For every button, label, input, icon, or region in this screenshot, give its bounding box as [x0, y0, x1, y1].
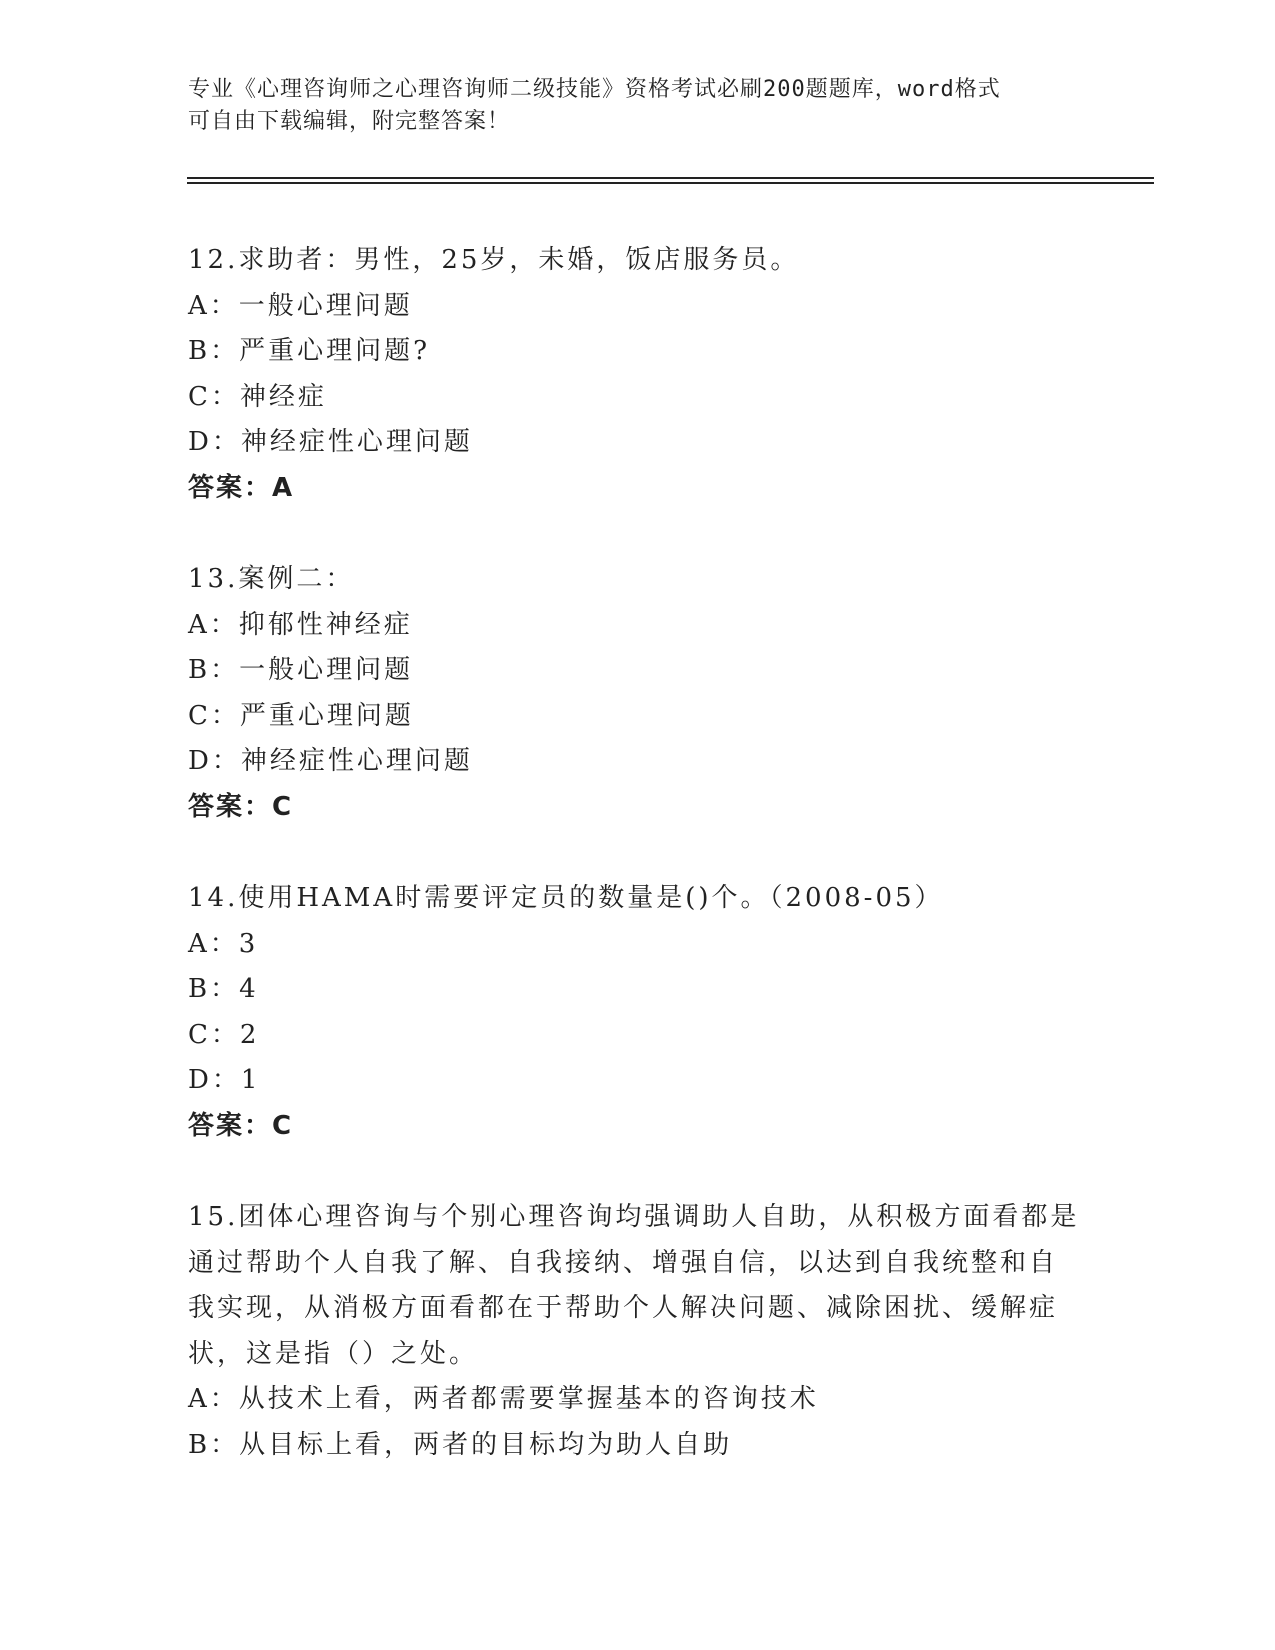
option-b: B：一般心理问题	[188, 655, 414, 685]
option-c: C：2	[188, 1019, 260, 1050]
question-stem-line-1: 15.团体心理咨询与个别心理咨询均强调助人自助，从积极方面看都是	[188, 1202, 1080, 1232]
question-stem-line-2: 通过帮助个人自我了解、自我接纳、增强自信，以达到自我统整和自	[188, 1247, 1059, 1278]
option-a: A：抑郁性神经症	[188, 609, 413, 640]
question-stem: 12.求助者：男性，25岁，未婚，饭店服务员。	[188, 245, 800, 275]
option-a: A：3	[188, 928, 259, 959]
option-d: D：1	[188, 1065, 261, 1095]
question-list	[188, 238, 1088, 1514]
header-divider-bottom	[187, 182, 1154, 184]
header-divider-top	[187, 177, 1154, 179]
option-b: B：严重心理问题?	[188, 336, 431, 366]
question-stem: 14.使用HAMA时需要评定员的数量是()个。（2008-05）	[188, 883, 944, 913]
option-d: D：神经症性心理问题	[188, 746, 473, 776]
answer-label: 答案：C	[188, 791, 294, 822]
header-line-1: 专业《心理咨询师之心理咨询师二级技能》资格考试必刷200题题库，word格式	[188, 77, 1001, 102]
option-a: A：一般心理问题	[188, 290, 413, 321]
answer-label: 答案：A	[188, 472, 295, 503]
answer-label: 答案：C	[188, 1110, 294, 1141]
option-b: B：4	[188, 974, 259, 1004]
document-header	[188, 74, 1068, 138]
option-c: C：神经症	[188, 381, 327, 412]
option-a: A：从技术上看，两者都需要掌握基本的咨询技术	[188, 1384, 819, 1414]
option-b: B：从目标上看，两者的目标均为助人自助	[188, 1429, 733, 1460]
question-stem: 13.案例二：	[188, 564, 355, 594]
question-15	[188, 1195, 1088, 1468]
question-13	[188, 557, 1088, 830]
question-14	[188, 876, 1088, 1149]
option-d: D：神经症性心理问题	[188, 427, 473, 457]
question-stem-line-3: 我实现，从消极方面看都在于帮助个人解决问题、减除困扰、缓解症	[188, 1293, 1059, 1323]
question-12	[188, 238, 1088, 511]
option-c: C：严重心理问题	[188, 700, 414, 731]
header-line-2: 可自由下载编辑，附完整答案！	[188, 109, 511, 134]
question-stem-line-4: 状，这是指（）之处。	[188, 1338, 479, 1369]
